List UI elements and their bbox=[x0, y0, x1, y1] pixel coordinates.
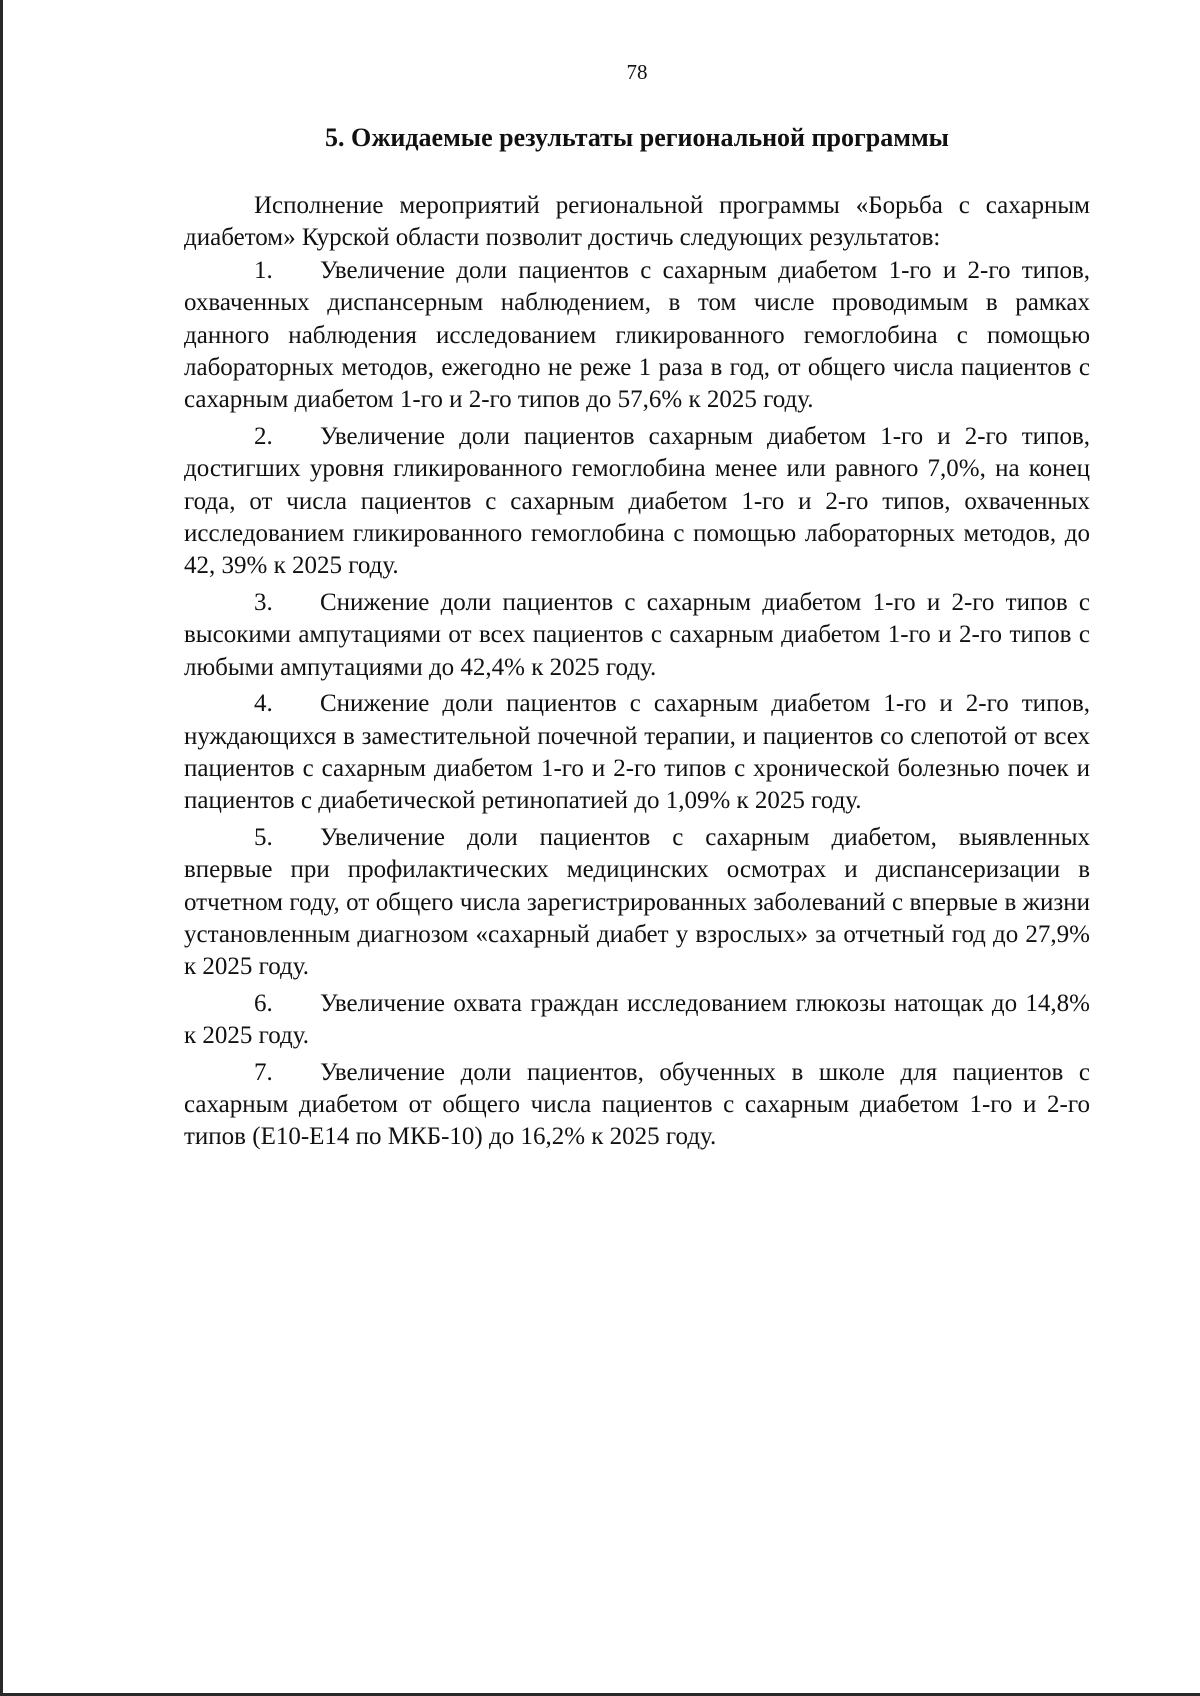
item-text: Увеличение охвата граждан исследованием глюкозы натощак до 14,8% к 2025 году. bbox=[184, 989, 1090, 1050]
list-item bbox=[184, 587, 1090, 684]
item-text: Снижение доли пациентов с сахарным диабетом 1-го и 2-го типов с высокими ампутациями от всех пациентов с сахарным диабетом 1-го и 2-го типов с любыми ампутациями до 42,4% к 2025 году. bbox=[184, 588, 1090, 681]
results-list bbox=[184, 255, 1090, 1154]
item-text: Увеличение доли пациентов сахарным диабетом 1-го и 2-го типов, достигших уровня гликированного гемоглобина менее или равного 7,0%, на конец года, от числа пациентов с сахарным диабетом 1-го и 2-го типов, охваченных исследованием гликированного гемоглобина с помощью лабораторных методов, до 42, 39% к 2025 году. bbox=[184, 422, 1090, 580]
item-number: 7. bbox=[254, 1058, 273, 1086]
item-text: Увеличение доли пациентов с сахарным диабетом, выявленных впервые при профилактических медицинских осмотрах и диспансеризации в отчетном году, от общего числа зарегистрированных заболеваний с впервые в жизни установленным диагнозом «сахарный диабет у взрослых» за отчетный год до 27,9% к 2025 году. bbox=[184, 823, 1090, 981]
item-number: 2. bbox=[254, 422, 273, 450]
page-number: 78 bbox=[626, 60, 648, 84]
section-body bbox=[184, 190, 1090, 1154]
list-item bbox=[184, 255, 1090, 417]
list-item bbox=[184, 421, 1090, 583]
item-number: 6. bbox=[254, 989, 273, 1017]
list-item bbox=[184, 688, 1090, 818]
item-text: Увеличение доли пациентов с сахарным диабетом 1-го и 2-го типов, охваченных диспансерным наблюдением, в том числе проводимым в рамках данного наблюдения исследованием гликированного гемоглобина с помощью лабораторных методов, ежегодно не реже 1 раза в год, от общего числа пациентов с сахарным диабетом 1-го и 2-го типов до 57,6% к 2025 году. bbox=[184, 256, 1090, 414]
intro-paragraph: Исполнение мероприятий региональной программы «Борьба с сахарным диабетом» Курской области позволит достичь следующих результатов: bbox=[184, 192, 1090, 252]
item-number: 1. bbox=[254, 256, 273, 284]
item-text: Снижение доли пациентов с сахарным диабетом 1-го и 2-го типов, нуждающихся в заместительной почечной терапии, и пациентов со слепотой от всех пациентов с сахарным диабетом 1-го и 2-го типов с хронической болезнью почек и пациентов с диабетической ретинопатией до 1,09% к 2025 году. bbox=[184, 690, 1090, 815]
item-number: 4. bbox=[254, 690, 273, 718]
item-text: Увеличение доли пациентов, обученных в школе для пациентов с сахарным диабетом от общего числа пациентов с сахарным диабетом 1-го и 2-го типов (Е10-Е14 по МКБ-10) до 16,2% к 2025 году. bbox=[184, 1058, 1090, 1151]
item-number: 3. bbox=[254, 588, 273, 616]
list-item bbox=[184, 988, 1090, 1053]
document-page bbox=[184, 58, 1090, 1158]
list-item bbox=[184, 822, 1090, 984]
scan-edge-left bbox=[0, 0, 3, 1696]
item-number: 5. bbox=[254, 823, 273, 851]
list-item bbox=[184, 1057, 1090, 1154]
section-heading: 5. Ожидаемые результаты региональной программы bbox=[325, 123, 949, 152]
